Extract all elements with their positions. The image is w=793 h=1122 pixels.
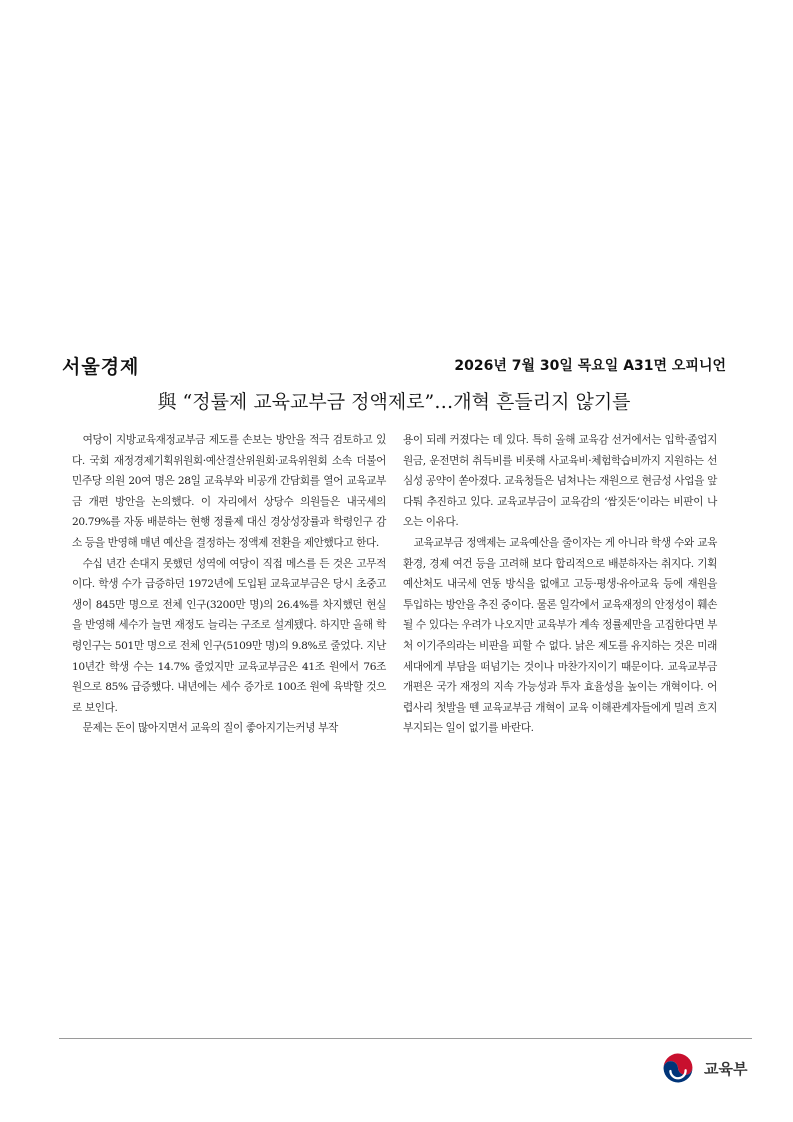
article-headline: 與 “정률제 교육교부금 정액제로”…개혁 흔들리지 않기를 — [157, 391, 631, 413]
taegeuk-emblem-icon — [659, 1049, 697, 1087]
newspaper-name: 서울경제 — [62, 356, 140, 378]
article-column-left — [72, 430, 386, 739]
article-paragraph: 교육교부금 정액제는 교육예산을 줄이자는 게 아니라 학생 수와 교육 환경, 경제 여건 등을 고려해 보다 합리적으로 배분하자는 취지다. 기획예산처도 내국세 연동 방식을 없애고 고등·평생·유아교육 등에 재원을 투입하는 방안을 추진 중이다. 물론 일각에서 교육재정의 안정성이 훼손될 수 있다는 우려가 나오지만 교육부가 계속 정률제만을 고집한다면 부처 이기주의라는 비판을 피할 수 없다. 낡은 제도를 유지하는 것은 미래 세대에게 부담을 떠넘기는 것이나 마찬가지이기 때문이다. 교육교부금 개편은 국가 재정의 지속 가능성과 투자 효율성을 높이는 개혁이다. 어렵사리 첫발을 뗀 교육교부금 개혁이 교육 이해관계자들에게 밀려 흐지부지되는 일이 없기를 바란다. — [403, 536, 717, 735]
footer-divider — [59, 1038, 752, 1039]
article-paragraph: 여당이 지방교육재정교부금 제도를 손보는 방안을 적극 검토하고 있다. 국회 재정경제기획위원회·예산결산위원회·교육위원회 소속 더불어민주당 의원 20여 명은 28일 교육부와 비공개 간담회를 열어 교육교부금 개편 방안을 논의했다. 이 자리에서 상당수 의원들은 내국세의 20.79%를 자동 배분하는 현행 정률제 대신 경상성장률과 학령인구 감소 등을 반영해 매년 예산을 결정하는 정액제 전환을 제안했다고 한다. — [72, 434, 386, 549]
ministry-logo — [659, 1048, 747, 1088]
article-paragraph: 수십 년간 손대지 못했던 성역에 여당이 직접 메스를 든 것은 고무적이다. 학생 수가 급증하던 1972년에 도입된 교육교부금은 당시 초중고생이 845만 명으로 전체 인구(3200만 명)의 26.4%를 차지했던 현실을 반영해 세수가 늘면 재정도 늘리는 구조로 설계됐다. 하지만 올해 학령인구는 501만 명으로 전체 인구(5109만 명)의 9.8%로 줄었다. 지난 10년간 학생 수는 14.7% 줄었지만 교육교부금은 41조 원에서 76조 원으로 85% 급증했다. 내년에는 세수 증가로 100조 원에 육박할 것으로 보인다. — [72, 557, 386, 714]
ministry-name: 교육부 — [704, 1059, 748, 1078]
edition-info: 2026년 7월 30일 목요일 A31면 오피니언 — [454, 358, 726, 374]
masthead — [62, 352, 726, 382]
article-paragraph: 문제는 돈이 많아지면서 교육의 질이 좋아지기는커녕 부작 — [82, 722, 338, 735]
article-paragraph-continued: 용이 되레 커졌다는 데 있다. 특히 올해 교육감 선거에서는 입학·졸업지원금, 운전면허 취득비를 비롯해 사교육비·체험학습비까지 지원하는 선심성 공약이 쏟아졌다. 교육청들은 넘쳐나는 재원으로 현금성 사업을 앞다퉈 추진하고 있다. 교육교부금이 교육감의 ‘쌈짓돈’이라는 비판이 나오는 이유다. — [403, 434, 717, 529]
article-column-right — [403, 430, 717, 739]
